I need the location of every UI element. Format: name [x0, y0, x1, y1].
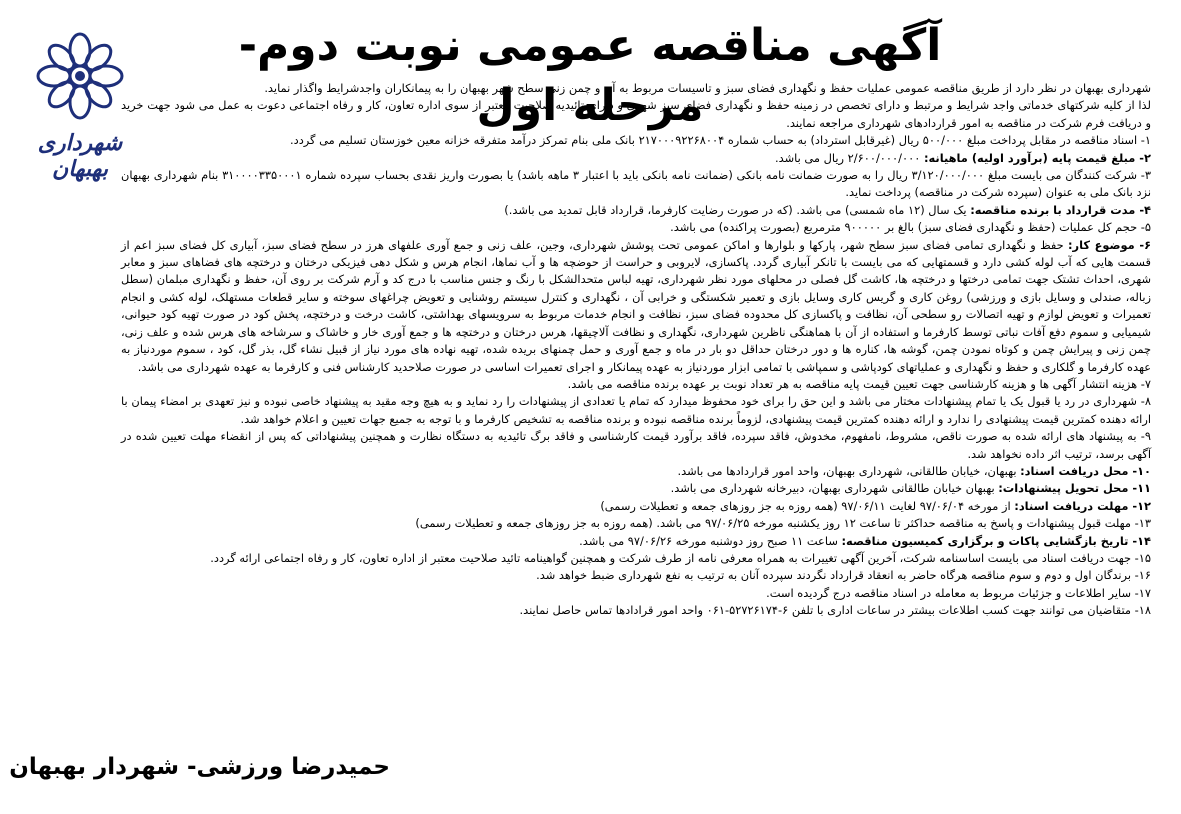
item-text: ۱۵- جهت دریافت اسناد می بایست اساسنامه شرکت، آخرین آگهی تغییرات به همراه معرفی نامه از طرف شرکت و همچنین گواهینامه تائید صلاحیت معتبر از اداره تعاون، کار و رفاه اجتماعی ارائه گردد. — [210, 550, 1151, 565]
intro — [121, 80, 1151, 132]
item-text: ۹- به پیشنهاد های ارائه شده به صورت ناقص، مشروط، نامفهوم، مخدوش، فاقد سپرده، فاقد برآورد قیمت کارشناسی و فاقد برگ تائیدیه به دستگاه نظارت و همچنین پیشنهاداتی که پس از انقضاء مهلت تعیین شده در آگهی برسد، ترتیب اثر داده نخواهد شد. — [121, 429, 1151, 461]
item-label: ۴- مدت قرارداد با برنده مناقصه: — [970, 202, 1151, 217]
list-item — [121, 515, 1151, 532]
list-item — [121, 480, 1151, 497]
flower-emblem-icon — [32, 28, 128, 124]
item-text: بهبهان، خیابان طالقانی، شهرداری بهبهان، واحد امور قراردادها می باشد. — [677, 463, 1021, 478]
list-item — [121, 132, 1151, 149]
items-list — [121, 132, 1151, 619]
list-item — [121, 602, 1151, 619]
item-label: ۱۲- مهلت دریافت اسناد: — [1014, 498, 1151, 513]
list-item — [121, 567, 1151, 584]
logo-text: شهرداری بهبهان — [37, 130, 123, 182]
item-text: ۲/۶۰۰/۰۰۰/۰۰۰ ریال می باشد. — [774, 150, 924, 165]
item-text: ساعت ۱۱ صبح روز دوشنبه مورخه ۹۷/۰۶/۲۶ می باشد. — [579, 533, 842, 548]
item-text: ۸- شهرداری در رد یا قبول یک یا تمام پیشنهادات مختار می باشد و این حق را برای خود محفوظ میدارد که تمام یا تعدادی از پیشنهادات را رد نماید و به هیچ وجه مقید به پیشنهاد خاصی نبوده و نیز تعهدی بر امضاء پیمان با ارائه دهنده کمترین قیمت پیشنهادی را ندارد و ارائه دهنده کمترین قیمت پیشنهادی، لزوماً برنده مناقصه نبوده و برنده مناقصه به تشخیص کارفرما و با توجه به جمیع جهات تعیین و اعلام خواهد شد. — [121, 394, 1151, 426]
item-label: ۱۴- تاریخ بازگشایی پاکات و برگزاری کمیسیون مناقصه: — [841, 533, 1151, 548]
signature: حمیدرضا ورزشی- شهردار بهبهان — [9, 754, 390, 780]
page-title: آگهی مناقصه عمومی نوبت دوم- مرحله اول — [238, 20, 942, 131]
intro-paragraph-1: شهرداری بهبهان در نظر دارد از طریق مناقصه عمومی عملیات حفظ و نگهداری فضای سبز و تاسیسات مربوط به آن و چمن زنی سطح شهر بهبهان را به پیمانکاران واجدشرایط واگذار نماید. — [264, 81, 1151, 95]
item-text: ۵- حجم کل عملیات (حفظ و نگهداری فضای سبز) بالغ بر ۹۰۰۰۰۰ مترمربع (بصورت پراکنده) می باشد. — [670, 220, 1151, 235]
list-item — [121, 585, 1151, 602]
list-item — [121, 150, 1151, 167]
item-text: ۱۶- برندگان اول و دوم و سوم مناقصه هرگاه حاضر به انعقاد قرارداد نگردند سپرده آنان به ترتیب به نفع شهرداری ضبط خواهد شد. — [536, 568, 1151, 583]
item-label: ۲- مبلغ قیمت پایه (برآورد اولیه) ماهیانه: — [923, 150, 1151, 165]
list-item — [121, 463, 1151, 480]
intro-paragraph-2: لذا از کلیه شرکتهای خدماتی واجد شرایط و مرتبط و دارای تخصص در زمینه حفظ و نگهداری فضای سبز شهری و دارای تائیدیه صلاحیت معتبر از سوی اداره تعاون، کار و رفاه اجتماعی دعوت به عمل می شود جهت خرید و دریافت فرم شرکت در مناقصه به امور قراردادهای شهرداری مراجعه نمایند. — [121, 98, 1151, 130]
list-item — [121, 167, 1151, 202]
list-item — [121, 237, 1151, 376]
item-text: از مورخه ۹۷/۰۶/۰۴ لغایت ۹۷/۰۶/۱۱ (همه روزه به جز روزهای جمعه و تعطیلات رسمی) — [600, 498, 1015, 513]
list-item — [121, 550, 1151, 567]
item-text: ۱۳- مهلت قبول پیشنهادات و پاسخ به مناقصه حداکثر تا ساعت ۱۲ روز یکشنبه مورخه ۹۷/۰۶/۲۵ می باشد. (همه روزه به جز روزهای جمعه و تعطیلات رسمی) — [415, 516, 1151, 531]
item-text: بهبهان خیابان طالقانی شهرداری بهبهان، دبیرخانه شهرداری می باشد. — [670, 481, 999, 496]
list-item — [121, 219, 1151, 236]
item-text: ۱۸- متقاضیان می توانند جهت کسب اطلاعات بیشتر در ساعات اداری با تلفن ۶-۵۲۷۲۶۱۷۴-۰۶۱ واحد امور قرادادها تماس حاصل نمایند. — [519, 603, 1151, 618]
list-item — [121, 202, 1151, 219]
list-item — [121, 498, 1151, 515]
item-text: ۱۷- سایر اطلاعات و جزئیات مربوط به معامله در اسناد مناقصه درج گردیده است. — [766, 585, 1151, 600]
list-item — [121, 376, 1151, 393]
item-label: ۱۰- محل دریافت اسناد: — [1020, 463, 1151, 478]
item-text: یک سال (۱۲ ماه شمسی) می باشد. (که در صورت رضایت کارفرما، قرارداد قابل تمدید می باشد.) — [504, 202, 971, 217]
notice-body — [121, 80, 1151, 620]
item-label: ۶- موضوع کار: — [1067, 237, 1152, 252]
item-label: ۱۱- محل تحویل پیشنهادات: — [998, 481, 1151, 496]
item-text: ۳- شرکت کنندگان می بایست مبلغ ۳/۱۲۰/۰۰۰/۰۰۰ ریال را به صورت ضمانت نامه بانکی (ضمانت نامه بانکی باید با اعتبار ۳ ماهه باشد) یا بصورت واریز نقدی بحساب سپرده شماره ۳۱۰۰۰۰۳۳۵۰۰۰۱ بنام شهرداری بهبهان نزد بانک ملی به عنوان (سپرده شرکت در مناقصه) پرداخت نماید. — [121, 168, 1151, 200]
item-text: ۷- هزینه انتشار آگهی ها و هزینه کارشناسی جهت تعیین قیمت پایه مناقصه به هر تعداد نوبت بر عهده برنده مناقصه می باشد. — [567, 376, 1151, 391]
list-item — [121, 533, 1151, 550]
item-text: ۱- اسناد مناقصه در مقابل پرداخت مبلغ ۵۰۰/۰۰۰ ریال (غیرقابل استرداد) به حساب شماره ۲۱۷۰۰۰۹۲۲۶۸۰۰۴ بانک ملی بنام تمرکز درآمد متفرقه خزانه معین خوزستان تسلیم می گردد. — [290, 133, 1151, 148]
list-item — [121, 393, 1151, 428]
item-text: حفظ و نگهداری تمامی فضای سبز سطح شهر، پارکها و بلوارها و اماکن عمومی تحت پوشش شهرداری، وجین، علف زنی و جمع آوری علفهای هرز در سطح فضای سبز، آبیاری کل فضای سبز اعم از قسمت هایی که آب لوله کشی دارد و قسمتهایی که می بایست با تانکر آبیاری گردد. پاکسازی، لایروبی و حراست از حوضچه ها و آب نماها، انجام هرس و شکل دهی فیزیکی درختان و درختچه های فضاهای سبز و معابر شهری، احداث تشتک جهت تمامی درختها و درختچه ها، کاشت گل فصلی در محلهای مورد نظر شهرداری، تهیه لباس متحدالشکل با رنگ و جنس مناسب با درج کد و آرم شرکت بر روی آن، حفظ و نگهداری مبلمان (سطل زباله، صندلی و وسایل بازی و ورزشی) روغن کاری و گریس کاری وسایل بازی و تعمیر شکستگی و خرابی آن ، نگهداری و کنترل سیستم روشنایی و تعویض چراغهای سوخته و سایر قطعات مستهلک، لوله کشی و انجام تعمیرات و تعویض لوازم و تهیه اتصالات رو سطحی آن، نظافت و پاکسازی کل محدوده فضای سبز، نظافت و انجام خدمات مربوط به سرویسهای بهداشتی، کاشت درخت و درختچه، پخش کود در صورت تهیه کود حیوانی، شیمیایی و سموم دفع آفات نباتی توسط کارفرما و استفاده از آن با هماهنگی ناظرین شهرداری، نگهداری و نظافت آلاچیقها، هرس درختان و درختچه ها و جمع آوری خار و خاشاک و سرشاخه های هرس شده و علف زنی، چمن زنی و پیرایش چمن و کوتاه نمودن چمن، گوشه ها، کناره ها و دور درختان حداقل دو بار در ماه و جمع آوری و حمل چمنهای بریده شده، تهیه نهاده های مورد نیاز از قبیل نشاء گل، بذر گل، کود ، سموم موردنیاز به عهده کارفرما و گلکاری و حفظ و نگهداری و عملیاتهای کودپاشی و سمپاشی با تمامی ابزار موردنیاز به عهده پیمانکار و اجرای تعمیرات اساسی در صورت صلاحدید کارشناس فنی و کارفرما به عهده شهرداری می باشد. — [121, 237, 1151, 374]
list-item — [121, 428, 1151, 463]
